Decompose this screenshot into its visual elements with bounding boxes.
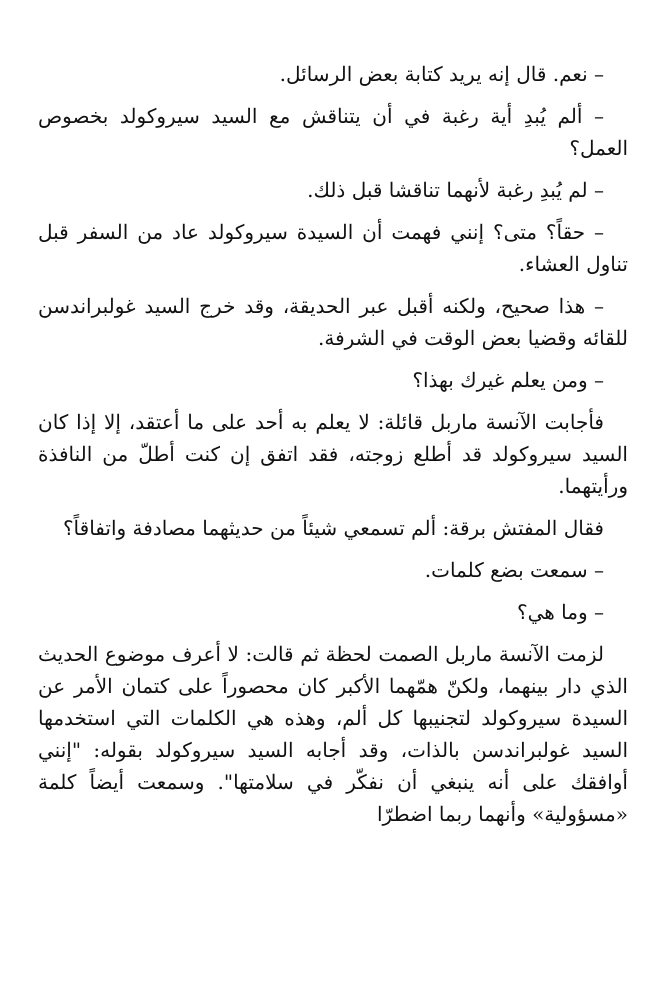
dialogue-paragraph: – حقاً؟ متى؟ إنني فهمت أن السيدة سيروكولد عاد من السفر قبل تناول العشاء. — [38, 220, 628, 276]
dialogue-paragraph: – ومن يعلم غيرك بهذا؟ — [412, 368, 604, 392]
dialogue-paragraph: – ألم يُبدِ أية رغبة في أن يتناقش مع السيد سيروكولد بخصوص العمل؟ — [38, 104, 628, 160]
narration-paragraph: لزمت الآنسة ماربل الصمت لحظة ثم قالت: لا أعرف موضوع الحديث الذي دار بينهما، ولكنّ همّهما الأكبر كان محصوراً على كتمان الأمر عن السيدة سيروكولد لتجنيبها كل ألم، وهذه هي الكلمات التي استخدمها السيد غولبراندسن بالذات، وقد أجابه السيد سيروكولد بقوله: "إنني أوافقك على أنه ينبغي أن نفكّر في سلامتها". وسمعت أيضاً كلمة «مسؤولية» وأنهما ربما اضطرّا — [38, 642, 629, 826]
narration-paragraph: فقال المفتش برقة: ألم تسمعي شيئاً من حديثهما مصادفة واتفاقاً؟ — [62, 516, 604, 540]
dialogue-paragraph: – سمعت بضع كلمات. — [424, 558, 604, 582]
dialogue-paragraph: – هذا صحيح، ولكنه أقبل عبر الحديقة، وقد خرج السيد غولبراندسن للقائه وقضيا بعض الوقت في الشرفة. — [38, 294, 628, 350]
dialogue-paragraph: – وما هي؟ — [516, 600, 604, 624]
dialogue-paragraph: – لم يُبدِ رغبة لأنهما تناقشا قبل ذلك. — [307, 178, 604, 202]
book-page — [38, 58, 628, 840]
dialogue-paragraph: – نعم. قال إنه يريد كتابة بعض الرسائل. — [279, 62, 604, 86]
narration-paragraph: فأجابت الآنسة ماربل قائلة: لا يعلم به أحد على ما أعتقد، إلا إذا كان السيد سيروكولد قد أطلع زوجته، فقد اتفق إن كنت أطلّ من النافذة ورأيتهما. — [38, 410, 628, 498]
